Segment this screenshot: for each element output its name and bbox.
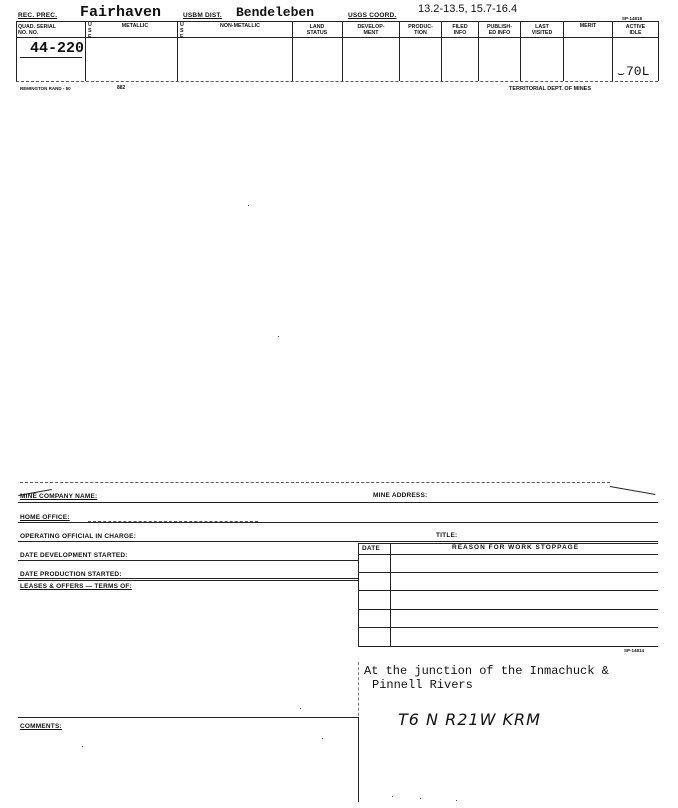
header-top-rule — [16, 21, 658, 22]
active-idle-mark: ⌣ — [617, 66, 625, 80]
col-filed-info: FILED INFO — [452, 24, 468, 36]
mine-company-name-label: MINE COMPANY NAME: — [20, 493, 98, 500]
form-code-bottom: SP-14814 — [624, 648, 645, 653]
col-quad-serial: QUAD. SERIAL NO. NO. — [18, 24, 56, 36]
col-nonmetallic: NON-METALLIC — [220, 23, 260, 29]
lower-top-dash — [20, 482, 610, 483]
usgs-coord-value: 13.2-13.5, 15.7-16.4 — [418, 3, 518, 15]
col-published-info: PUBLISH- ED INFO — [486, 24, 512, 36]
rec-prec-value: Fairhaven — [80, 4, 162, 21]
col-metallic-prefix: U S E — [88, 22, 92, 40]
comments-label: COMMENTS: — [20, 723, 62, 730]
usbm-dist-label: USBM DIST. — [183, 12, 222, 19]
col-metallic: METALLIC — [121, 23, 149, 29]
operating-official-label: OPERATING OFFICIAL IN CHARGE: — [20, 533, 137, 540]
quad-serial-value: 44-220 — [30, 40, 85, 57]
col-merit: MERIT — [579, 23, 597, 29]
col-production: PRODUC- TION — [408, 24, 433, 36]
home-office-label: HOME OFFICE: — [20, 514, 70, 521]
usgs-coord-label: USGS COORD. — [348, 12, 397, 19]
reason-col-header: REASON FOR WORK STOPPAGE — [452, 544, 580, 551]
col-nonmetallic-prefix: U S E — [180, 22, 184, 40]
col-active-idle: ACTIVE IDLE — [625, 24, 646, 36]
title-label: TITLE: — [436, 532, 458, 539]
leases-label: LEASES & OFFERS — TERMS OF: — [20, 583, 132, 590]
header-bottom-rule — [16, 81, 658, 82]
printer-label: REMINGTON RAND - 50 — [20, 86, 71, 91]
location-note-line2: Pinnell Rivers — [372, 678, 473, 692]
header-mid-rule — [16, 37, 658, 38]
col-last-visited: LAST VISITED — [531, 24, 553, 36]
usbm-dist-value: Bendeleben — [236, 5, 315, 20]
col-development: DEVELOP- MENT — [357, 24, 385, 36]
active-idle-value: 70L — [626, 64, 650, 79]
date-production-label: DATE PRODUCTION STARTED: — [20, 571, 122, 578]
date-col-header: DATE — [362, 545, 381, 552]
rec-prec-label: REC. PREC. — [18, 12, 58, 19]
location-note-line1: At the junction of the Inmachuck & — [364, 664, 609, 678]
mine-address-label: MINE ADDRESS: — [373, 492, 428, 499]
col-land-status: LAND STATUS — [306, 24, 328, 36]
handwritten-township-note: T6 N R21W KRM — [398, 710, 541, 729]
printer-code: 882 — [117, 85, 126, 91]
form-code-top: SP-14818 — [622, 16, 643, 21]
date-development-label: DATE DEVELOPMENT STARTED: — [20, 552, 128, 559]
dept-label: TERRITORIAL DEPT. OF MINES — [509, 86, 591, 92]
